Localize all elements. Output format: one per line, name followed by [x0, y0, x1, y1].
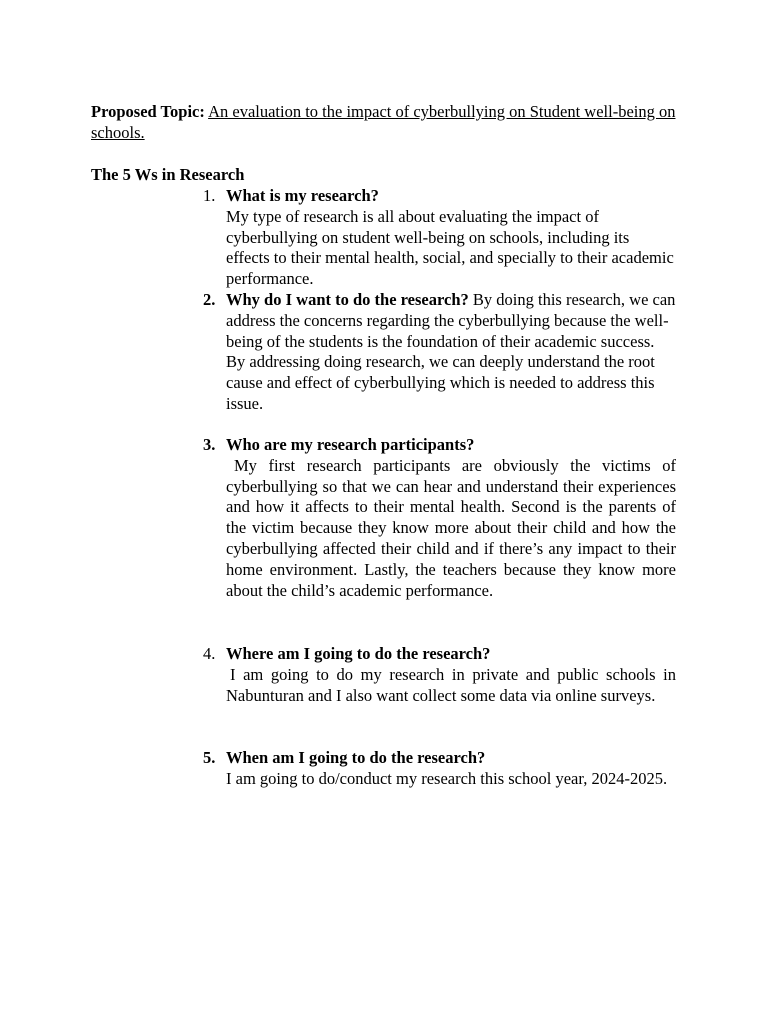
item-question: Who are my research participants? — [226, 435, 475, 454]
list-item-5 — [203, 748, 676, 790]
list-item-2 — [203, 290, 676, 415]
item-question: Where am I going to do the research? — [226, 644, 491, 663]
item-answer: By doing this research, we can address the concerns regarding the cyberbullying because the well-being of the students is the foundation of their academic success. By addressing doing research, we can deeply understand the root cause and effect of cyberbullying which is needed to address this issue. — [226, 290, 676, 413]
item-answer: I am going to do my research in private and public schools in Nabunturan and I also want collect some data via online surveys. — [226, 664, 676, 705]
list-number: 3. — [203, 435, 216, 454]
proposed-topic-label: Proposed Topic: — [91, 102, 205, 121]
item-answer: I am going to do/conduct my research this school year, 2024-2025. — [226, 768, 668, 788]
section-heading: The 5 Ws in Research — [91, 165, 245, 184]
list-number: 5. — [203, 748, 216, 767]
list-number: 4. — [203, 644, 216, 663]
list-number: 2. — [203, 290, 216, 309]
list-item-4 — [203, 644, 676, 706]
item-question: What is my research? — [226, 186, 379, 205]
proposed-topic — [91, 102, 676, 144]
list-item-1 — [203, 186, 676, 290]
list-number: 1. — [203, 186, 216, 205]
item-answer: My first research participants are obviously the victims of cyberbullying so that we can hear and understand their experiences and how it affects to their mental health. Second is the parents of the victim because they know more about their child and how the cyberbullying affected their child and if there’s any impact to their home environment. Lastly, the teachers because they know more about the child’s academic performance. — [226, 455, 676, 600]
item-question: Why do I want to do the research? — [226, 290, 469, 309]
list-item-3 — [203, 435, 676, 601]
item-question: When am I going to do the research? — [226, 748, 486, 767]
proposed-topic-text: An evaluation to the impact of cyberbullying on Student well-being on schools. — [91, 102, 676, 142]
item-answer: My type of research is all about evaluating the impact of cyberbullying on student well-being on schools, including its effects to their mental health, social, and specially to their academic performance. — [226, 206, 674, 289]
